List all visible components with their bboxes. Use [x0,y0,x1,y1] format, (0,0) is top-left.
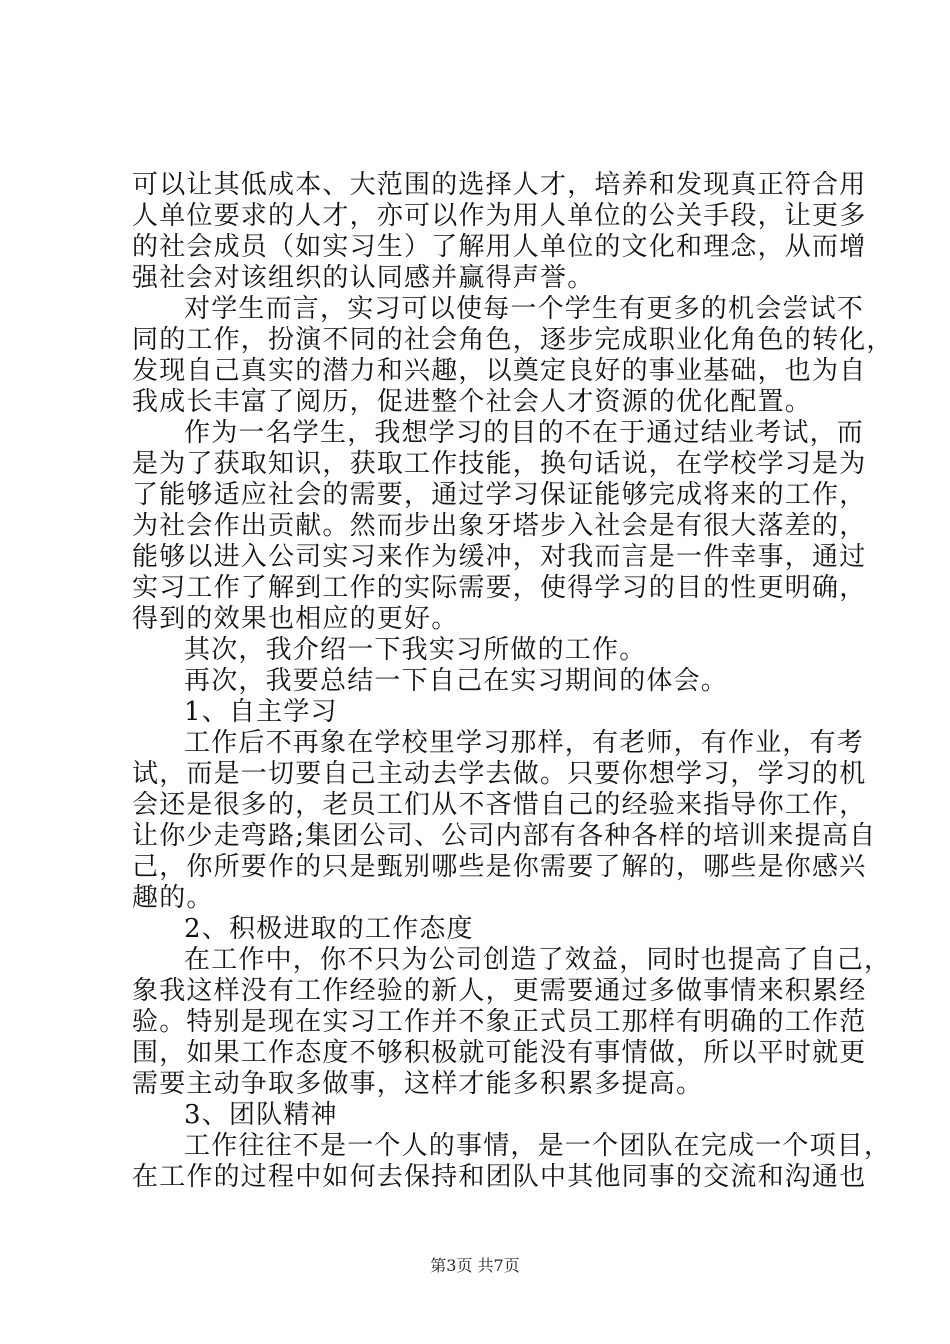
text-line: 的社会成员（如实习生）了解用人单位的文化和理念，从而增 [132,232,867,262]
text-line: 了能够适应社会的需要，通过学习保证能够完成将来的工作， [132,480,867,510]
text-line: 再次，我要总结一下自己在实习期间的体会。 [184,666,729,696]
text-line: 2、积极进取的工作态度 [184,914,474,944]
text-line: 同的工作，扮演不同的社会角色，逐步完成职业化角色的转化， [132,325,894,355]
text-line: 强社会对该组织的认同感并赢得声誉。 [132,263,595,293]
text-line: 实习工作了解到工作的实际需要，使得学习的目的性更明确， [132,573,867,603]
text-line: 人单位要求的人才，亦可以作为用人单位的公关手段，让更多 [132,201,867,231]
text-line: 发现自己真实的潜力和兴趣，以奠定良好的事业基础，也为自 [132,356,867,386]
text-line: 其次，我介绍一下我实习所做的工作。 [184,635,647,665]
text-line: 得到的效果也相应的更好。 [132,604,459,634]
text-line: 需要主动争取多做事，这样才能多积累多提高。 [132,1069,704,1099]
text-line: 工作往往不是一个人的事情，是一个团队在完成一个项目， [184,1131,892,1161]
text-line: 是为了获取知识，获取工作技能，换句话说，在学校学习是为 [132,449,867,479]
text-line: 为社会作出贡献。然而步出象牙塔步入社会是有很大落差的， [132,511,867,541]
text-line: 能够以进入公司实习来作为缓冲，对我而言是一件幸事，通过 [132,542,867,572]
text-line: 让你少走弯路;集团公司、公司内部有各种各样的培训来提高自 [132,821,877,851]
text-line: 围，如果工作态度不够积极就可能没有事情做，所以平时就更 [132,1038,867,1068]
text-line: 工作后不再象在学校里学习那样，有老师，有作业，有考 [184,728,865,758]
text-line: 验。特别是现在实习工作并不象正式员工那样有明确的工作范 [132,1007,867,1037]
text-line: 3、团队精神 [184,1100,338,1130]
text-line: 对学生而言，实习可以使每一个学生有更多的机会尝试不 [184,294,865,324]
text-line: 趣的。 [132,883,214,913]
text-line: 在工作的过程中如何去保持和团队中其他同事的交流和沟通也 [132,1162,867,1192]
text-line: 试，而是一切要自己主动去学去做。只要你想学习，学习的机 [132,759,867,789]
text-line: 1、自主学习 [184,697,338,727]
page-number-footer: 第3页 共7页 [430,1256,520,1275]
text-line: 作为一名学生，我想学习的目的不在于通过结业考试，而 [184,418,865,448]
text-line: 可以让其低成本、大范围的选择人才，培养和发现真正符合用 [132,170,867,200]
text-line: 象我这样没有工作经验的新人，更需要通过多做事情来积累经 [132,976,867,1006]
document-body [132,170,894,1193]
text-line: 己，你所要作的只是甄别哪些是你需要了解的，哪些是你感兴 [132,852,867,882]
text-line: 在工作中，你不只为公司创造了效益，同时也提高了自己， [184,945,892,975]
text-line: 我成长丰富了阅历，促进整个社会人才资源的优化配置。 [132,387,813,417]
text-line: 会还是很多的，老员工们从不吝惜自己的经验来指导你工作， [132,790,867,820]
